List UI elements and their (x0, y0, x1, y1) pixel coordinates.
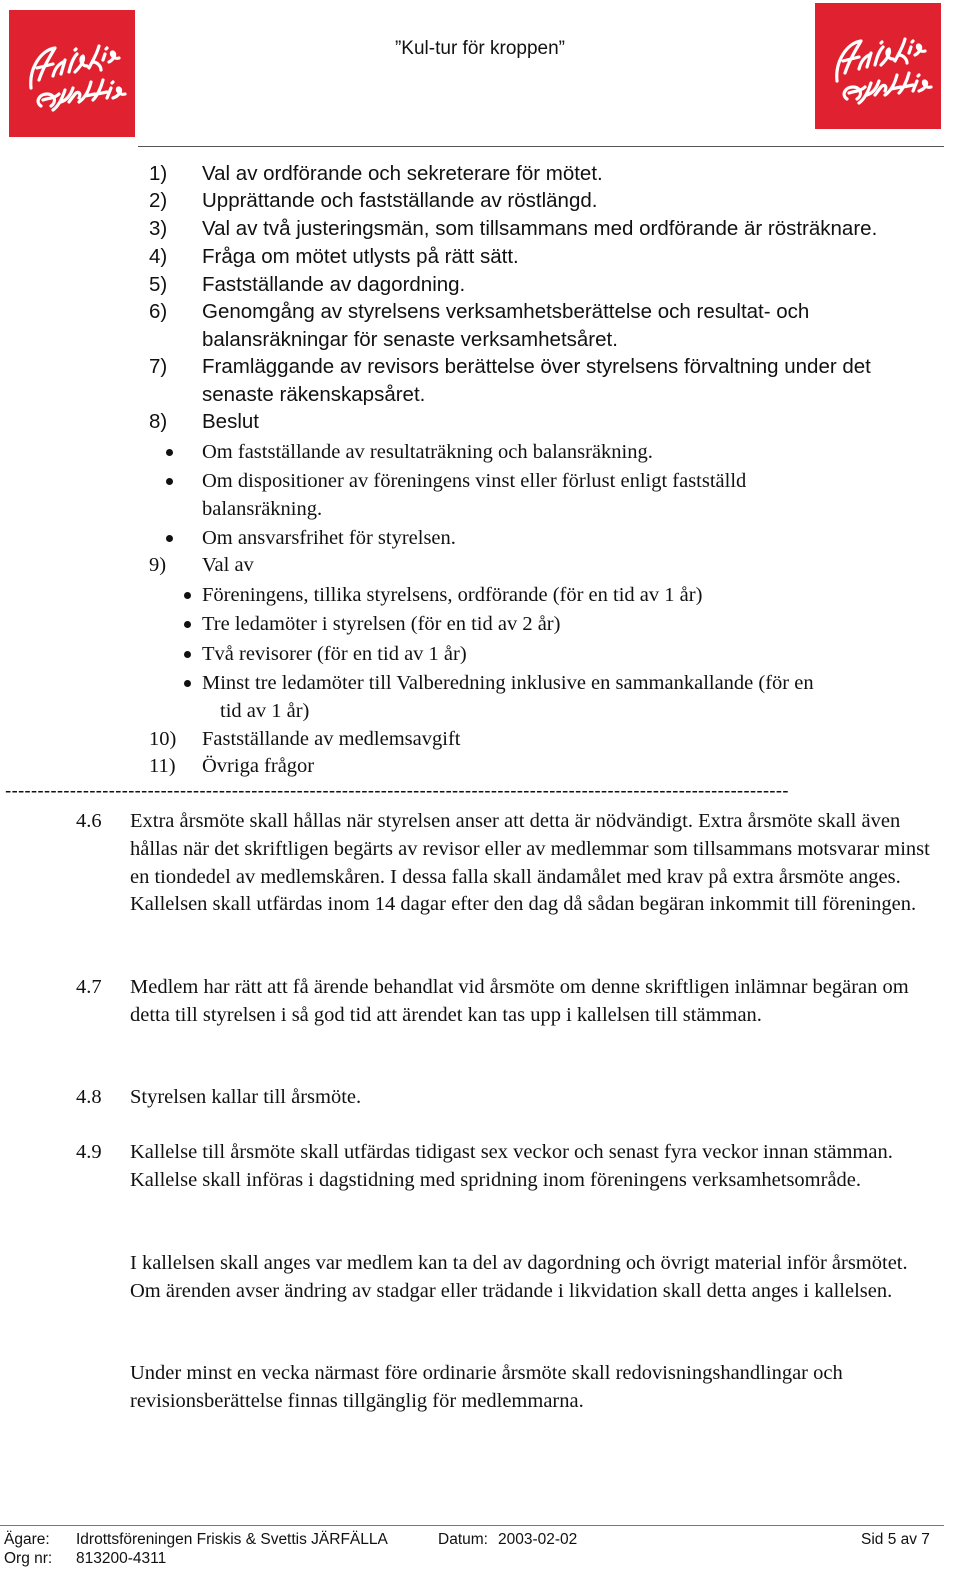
section-paragraph: Medlem har rätt att få ärende behandlat vid årsmöte om denne skriftligen inlämnar begäran om detta till styrelsen i så god tid att ärendet kan tas upp i kallelsen till stämman. (130, 976, 909, 1026)
bullet-icon (184, 680, 191, 687)
footer-divider (0, 1525, 944, 1526)
list-item-number: 11) (149, 755, 176, 777)
section-paragraph: Under minst en vecka närmast före ordinarie årsmöte skall redovisningshandlingar och revisionsberättelse finnas tillgänglig för medlemmarna. (130, 1362, 843, 1412)
bullet-icon (184, 651, 191, 658)
list-item-number: 5) (149, 273, 168, 296)
friskis-svettis-logo-right (815, 3, 941, 129)
list-item-number: 8) (149, 410, 168, 433)
bullet-icon (166, 535, 173, 542)
list-item-text: Fråga om mötet utlysts på rätt sätt. (202, 245, 519, 268)
list-item-number: 9) (149, 554, 167, 576)
bullet-text: Minst tre ledamöter till Valberedning inklusive en sammankallande (för en (202, 672, 814, 694)
list-item-text: Framläggande av revisors berättelse över styrelsens förvaltning under det (202, 355, 871, 378)
footer-org-value: 813200-4311 (76, 1550, 167, 1567)
list-item-number: 10) (149, 728, 177, 750)
list-item-text: Val av ordförande och sekreterare för mötet. (202, 162, 603, 185)
friskis-svettis-logo-left (9, 10, 135, 137)
footer-owner-label: Ägare: (4, 1531, 50, 1548)
list-item-number: 1) (149, 162, 168, 185)
list-item-number: 2) (149, 189, 168, 212)
bullet-icon (184, 592, 191, 599)
section-number: 4.8 (76, 1086, 102, 1108)
bullet-icon (166, 449, 173, 456)
bullet-icon (184, 621, 191, 628)
bullet-text: Om ansvarsfrihet för styrelsen. (202, 527, 456, 549)
dashed-separator: ------------------------------------------------------------------------------------------------------------------------- (5, 781, 789, 802)
list-item-number: 7) (149, 355, 168, 378)
logo-mark-left (9, 10, 135, 137)
bullet-icon (166, 478, 173, 485)
list-item-text: Val av (202, 554, 254, 576)
header-divider (138, 146, 944, 147)
section-number: 4.9 (76, 1141, 102, 1163)
footer-owner-value: Idrottsföreningen Friskis & Svettis JÄRFÄLLA (76, 1531, 388, 1548)
footer-page-number: Sid 5 av 7 (861, 1531, 930, 1548)
section-paragraph: Styrelsen kallar till årsmöte. (130, 1086, 362, 1108)
list-item-text: Övriga frågor (202, 755, 315, 777)
list-item-number: 6) (149, 300, 168, 323)
bullet-text: balansräkning. (202, 498, 323, 520)
bullet-text: Två revisorer (för en tid av 1 år) (202, 643, 467, 665)
section-paragraph: Kallelse till årsmöte skall utfärdas tidigast sex veckor och senast fyra veckor innan stämman. Kallelse skall införas i dagstidning med spridning inom föreningens verksamhetsområde. (130, 1141, 893, 1191)
list-item-text: Upprättande och fastställande av röstlängd. (202, 189, 598, 212)
bullet-text: Tre ledamöter i styrelsen (för en tid av 2 år) (202, 613, 561, 635)
bullet-text: tid av 1 år) (220, 700, 310, 722)
footer-date-label: Datum: (438, 1531, 488, 1548)
list-item-text: Genomgång av styrelsens verksamhetsberättelse och resultat- och (202, 300, 810, 323)
list-item-text: Fastställande av medlemsavgift (202, 728, 461, 750)
bullet-text: Föreningens, tillika styrelsens, ordförande (för en tid av 1 år) (202, 584, 703, 606)
list-item-text: Fastställande av dagordning. (202, 273, 466, 296)
section-paragraph: I kallelsen skall anges var medlem kan ta del av dagordning och övrigt material inför årsmötet. Om ärenden avser ändring av stadgar eller trädande i likvidation skall detta anges i kallelsen. (130, 1252, 908, 1302)
footer-org-label: Org nr: (4, 1550, 53, 1567)
list-item-text: balansräkningar för senaste verksamhetsåret. (202, 328, 618, 351)
bullet-text: Om fastställande av resultaträkning och balansräkning. (202, 441, 653, 463)
list-item-number: 3) (149, 217, 168, 240)
list-item-text: Val av två justeringsmän, som tillsammans med ordförande är rösträknare. (202, 217, 878, 240)
list-item-text: senaste räkenskapsåret. (202, 383, 426, 406)
logo-mark-right (815, 3, 941, 129)
bullet-text: Om dispositioner av föreningens vinst eller förlust enligt fastställd (202, 470, 747, 492)
section-number: 4.7 (76, 976, 102, 998)
section-number: 4.6 (76, 810, 102, 832)
list-item-number: 4) (149, 245, 168, 268)
section-paragraph: Extra årsmöte skall hållas när styrelsen anser att detta är nödvändigt. Extra årsmöte skall även hållas när det skriftligen begärts av revisor eller av medlemmar som tillsammans motsvarar minst en tiondedel av medlemskåren. I dessa falla skall ändamålet med krav på extra årsmöte anges. Kallelsen skall utfärdas inom 14 dagar efter den dag då sådan begäran inkommit till föreningen. (130, 810, 930, 916)
header-tagline: ”Kul-tur för kroppen” (394, 38, 565, 59)
list-item-text: Beslut (202, 410, 259, 433)
footer-date-value: 2003-02-02 (498, 1531, 578, 1548)
